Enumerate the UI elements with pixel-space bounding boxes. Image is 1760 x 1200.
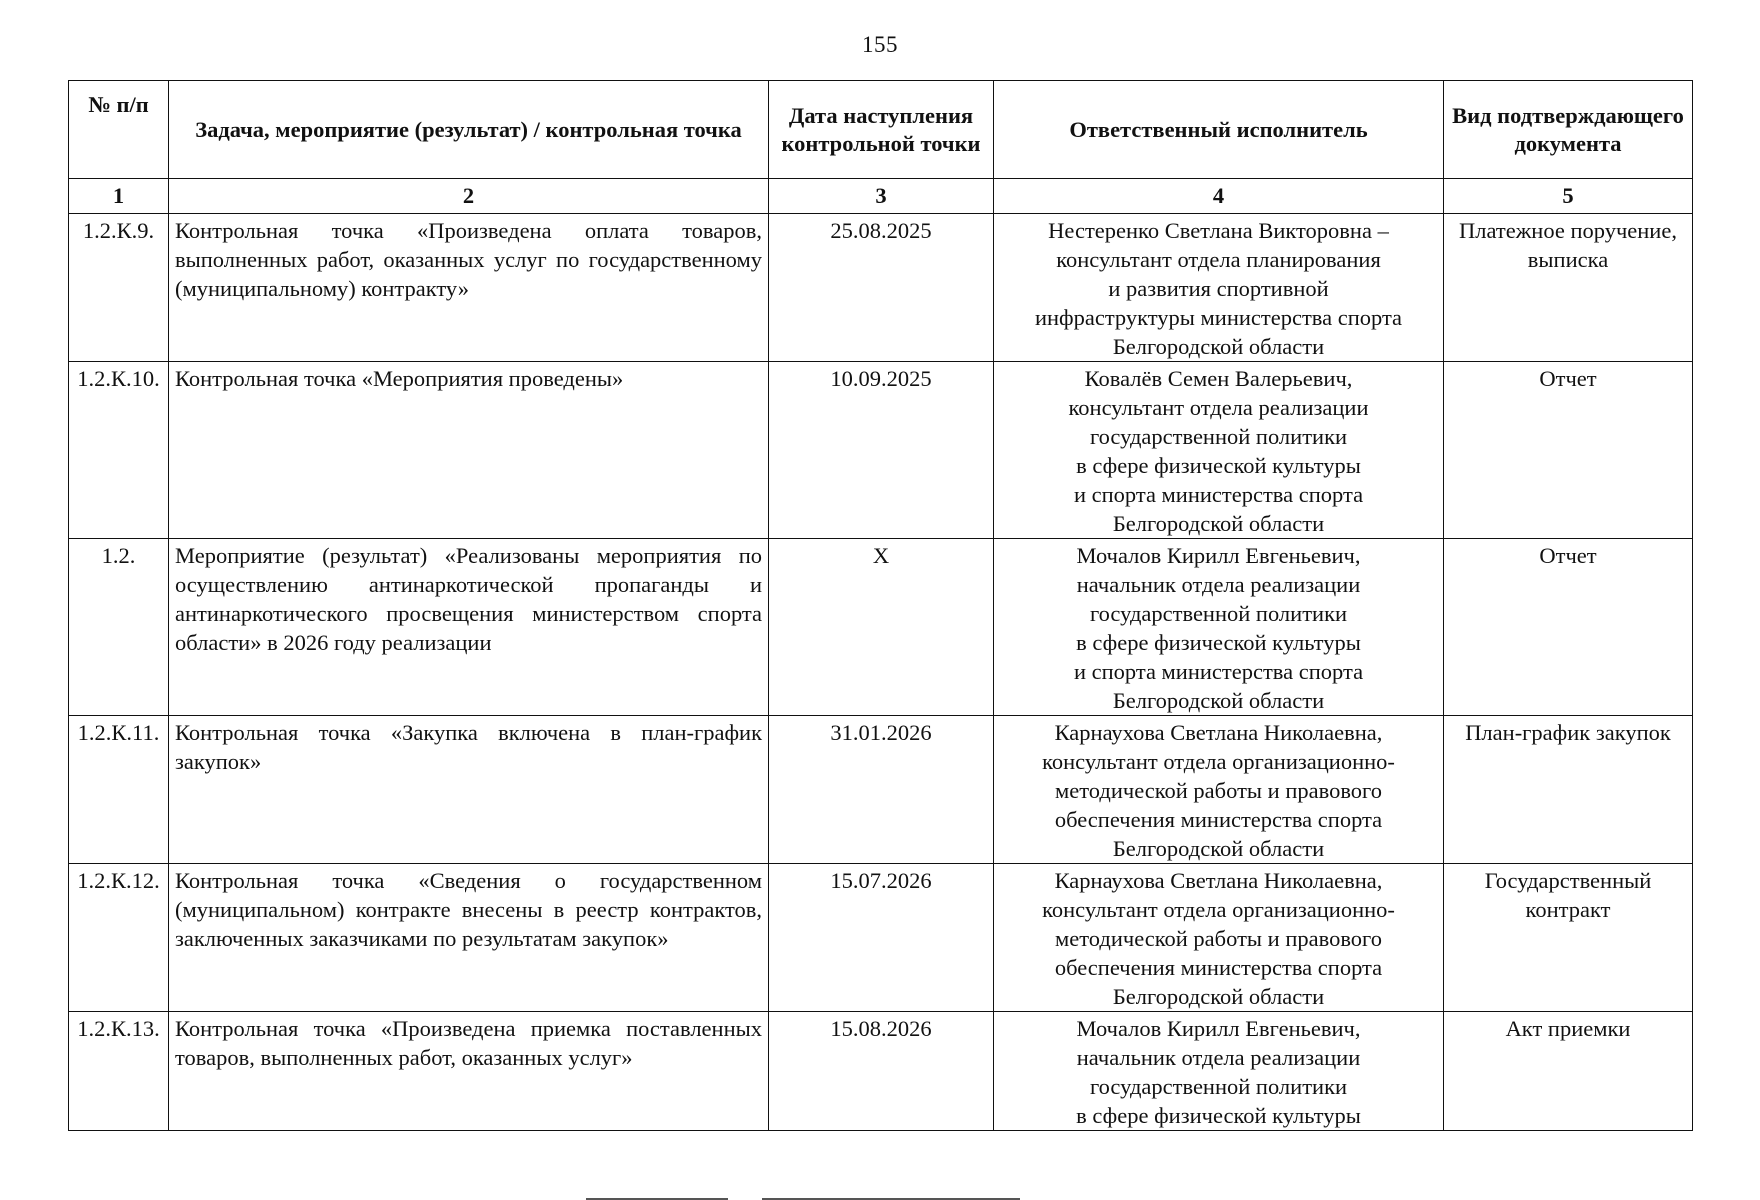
responsible-line: в сфере физической культуры (1076, 1103, 1361, 1128)
row-responsible (994, 214, 1444, 362)
row-responsible (994, 716, 1444, 864)
row-task: Мероприятие (результат) «Реализованы мероприятия по осуществлению антинаркотической пропаганды и антинаркотического просвещения министерством спорта области» в 2026 году реализации (169, 539, 769, 716)
column-number: 2 (169, 179, 769, 214)
responsible-line: инфраструктуры министерства спорта (1034, 305, 1403, 330)
responsible-line: Белгородской области (1112, 836, 1325, 861)
row-responsible (994, 864, 1444, 1012)
responsible-line: в сфере физической культуры (1076, 630, 1361, 655)
responsible-line: методической работы и правового (1055, 926, 1382, 951)
row-document: Отчет (1444, 539, 1693, 716)
row-number: 1.2. (69, 539, 169, 716)
row-document: Платежное поручение, выписка (1444, 214, 1693, 362)
responsible-line: консультант отдела организационно- (1042, 749, 1395, 774)
row-date: Х (769, 539, 994, 716)
table-row (69, 362, 1693, 539)
responsible-line: начальник отдела реализации (1076, 1045, 1361, 1070)
row-document: План-график закупок (1444, 716, 1693, 864)
responsible-line: и спорта министерства спорта (1073, 659, 1364, 684)
row-task: Контрольная точка «Произведена приемка поставленных товаров, выполненных работ, оказанных услуг» (169, 1012, 769, 1131)
responsible-line: и развития спортивной (1108, 276, 1329, 301)
table-row (69, 539, 1693, 716)
responsible-line: Белгородской области (1112, 334, 1325, 359)
header-document: Вид подтверждающего документа (1444, 81, 1693, 179)
row-responsible (994, 539, 1444, 716)
responsible-line: обеспечения министерства спорта (1054, 955, 1383, 980)
responsible-line: Белгородской области (1112, 984, 1325, 1009)
row-task: Контрольная точка «Мероприятия проведены» (169, 362, 769, 539)
responsible-line: Ковалёв Семен Валерьевич, (1084, 366, 1353, 391)
row-document: Государственный контракт (1444, 864, 1693, 1012)
responsible-line: Карнаухова Светлана Николаевна, (1054, 868, 1383, 893)
row-document: Отчет (1444, 362, 1693, 539)
responsible-line: Белгородской области (1112, 688, 1325, 713)
responsible-line: консультант отдела организационно- (1042, 897, 1395, 922)
responsible-line: консультант отдела планирования (1056, 247, 1381, 272)
responsible-line: Белгородской области (1112, 511, 1325, 536)
table-row (69, 214, 1693, 362)
row-task: Контрольная точка «Произведена оплата товаров, выполненных работ, оказанных услуг по государственному (муниципальному) контракту» (169, 214, 769, 362)
column-number-row (69, 179, 1693, 214)
header-date: Дата наступления контрольной точки (769, 81, 994, 179)
page-number: 155 (862, 32, 898, 57)
header-number: № п/п (69, 81, 169, 179)
header-responsible: Ответственный исполнитель (994, 81, 1444, 179)
column-number: 1 (69, 179, 169, 214)
control-points-table (68, 80, 1693, 1131)
responsible-line: обеспечения министерства спорта (1054, 807, 1383, 832)
responsible-line: методической работы и правового (1055, 778, 1382, 803)
row-number: 1.2.К.12. (69, 864, 169, 1012)
responsible-line: в сфере физической культуры (1076, 453, 1361, 478)
responsible-line: и спорта министерства спорта (1073, 482, 1364, 507)
responsible-line: государственной политики (1089, 1074, 1348, 1099)
responsible-line: Карнаухова Светлана Николаевна, (1054, 720, 1383, 745)
responsible-line: Нестеренко Светлана Викторовна – (1048, 218, 1389, 243)
row-date: 31.01.2026 (769, 716, 994, 864)
row-task: Контрольная точка «Закупка включена в план-график закупок» (169, 716, 769, 864)
table-row (69, 1012, 1693, 1131)
row-date: 15.08.2026 (769, 1012, 994, 1131)
column-number: 5 (1444, 179, 1693, 214)
row-number: 1.2.К.10. (69, 362, 169, 539)
row-number: 1.2.К.11. (69, 716, 169, 864)
row-task: Контрольная точка «Сведения о государственном (муниципальном) контракте внесены в реестр контрактов, заключенных заказчиками по результатам закупок» (169, 864, 769, 1012)
responsible-line: Мочалов Кирилл Евгеньевич, (1076, 1016, 1361, 1041)
responsible-line: государственной политики (1089, 424, 1348, 449)
table-row (69, 716, 1693, 864)
column-number: 4 (994, 179, 1444, 214)
column-number: 3 (769, 179, 994, 214)
row-document: Акт приемки (1444, 1012, 1693, 1131)
header-task: Задача, мероприятие (результат) / контрольная точка (169, 81, 769, 179)
row-date: 10.09.2025 (769, 362, 994, 539)
responsible-line: государственной политики (1089, 601, 1348, 626)
table-row (69, 864, 1693, 1012)
responsible-line: консультант отдела реализации (1068, 395, 1369, 420)
row-responsible (994, 362, 1444, 539)
responsible-line: начальник отдела реализации (1076, 572, 1361, 597)
responsible-line: Мочалов Кирилл Евгеньевич, (1076, 543, 1361, 568)
row-responsible (994, 1012, 1444, 1131)
row-number: 1.2.К.9. (69, 214, 169, 362)
table-header-row (69, 81, 1693, 179)
row-number: 1.2.К.13. (69, 1012, 169, 1131)
row-date: 25.08.2025 (769, 214, 994, 362)
row-date: 15.07.2026 (769, 864, 994, 1012)
